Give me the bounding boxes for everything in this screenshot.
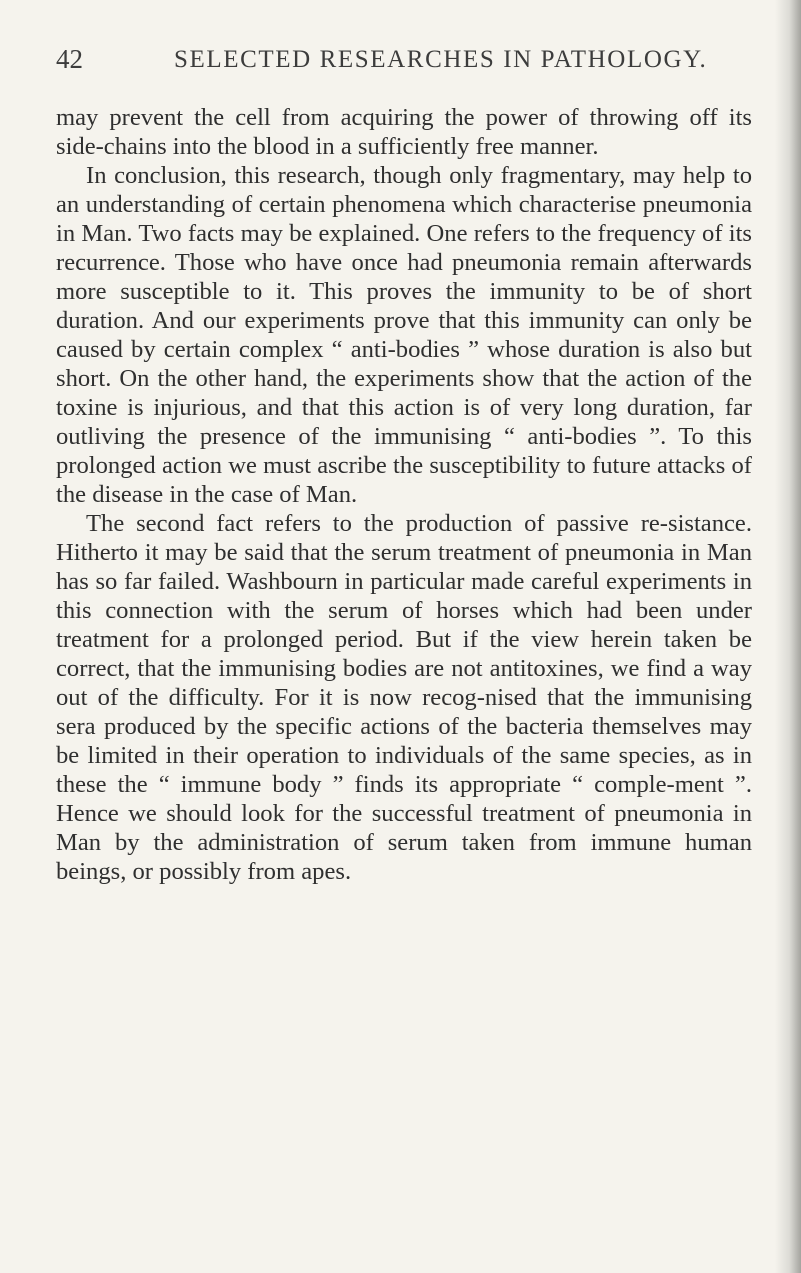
paragraph-continuation: may prevent the cell from acquiring the power of throwing off its side-chains into the blood in a sufficiently free manner. [56, 104, 752, 160]
paragraph-second-fact: The second fact refers to the production of passive re-sistance. Hitherto it may be said that the serum treatment of pneumonia in Man has so far failed. Washbourn in particular made careful experiments in this connection with the serum of horses which had been under treatment for a prolonged period. But if the view herein taken be correct, that the immunising bodies are not antitoxines, we find a way out of the difficulty. For it is now recog-nised that the immunising sera produced by the specific actions of the bacteria themselves may be limited in their operation to individuals of the same species, as in these the “ immune body ” finds its appropriate “ comple-ment ”. Hence we should look for the successful treatment of pneumonia in Man by the administration of serum taken from immune human beings, or possibly from apes. [56, 510, 752, 885]
paragraph-conclusion: In conclusion, this research, though only fragmentary, may help to an understanding of certain phenomena which characterise pneumonia in Man. Two facts may be explained. One refers to the frequency of its recurrence. Those who have once had pneumonia remain afterwards more susceptible to it. This proves the immunity to be of short duration. And our experiments prove that this immunity can only be caused by certain complex “ anti-bodies ” whose duration is also but short. On the other hand, the experiments show that the action of the toxine is injurious, and that this action is of very long duration, far outliving the presence of the immunising “ anti-bodies ”. To this prolonged action we must ascribe the susceptibility to future attacks of the disease in the case of Man. [56, 162, 752, 508]
page-number: 42 [56, 44, 83, 74]
page-edge-shadow [775, 0, 801, 1273]
running-head: SELECTED RESEARCHES IN PATHOLOGY. [174, 46, 708, 73]
page-header [56, 44, 746, 84]
body-text [56, 103, 752, 886]
